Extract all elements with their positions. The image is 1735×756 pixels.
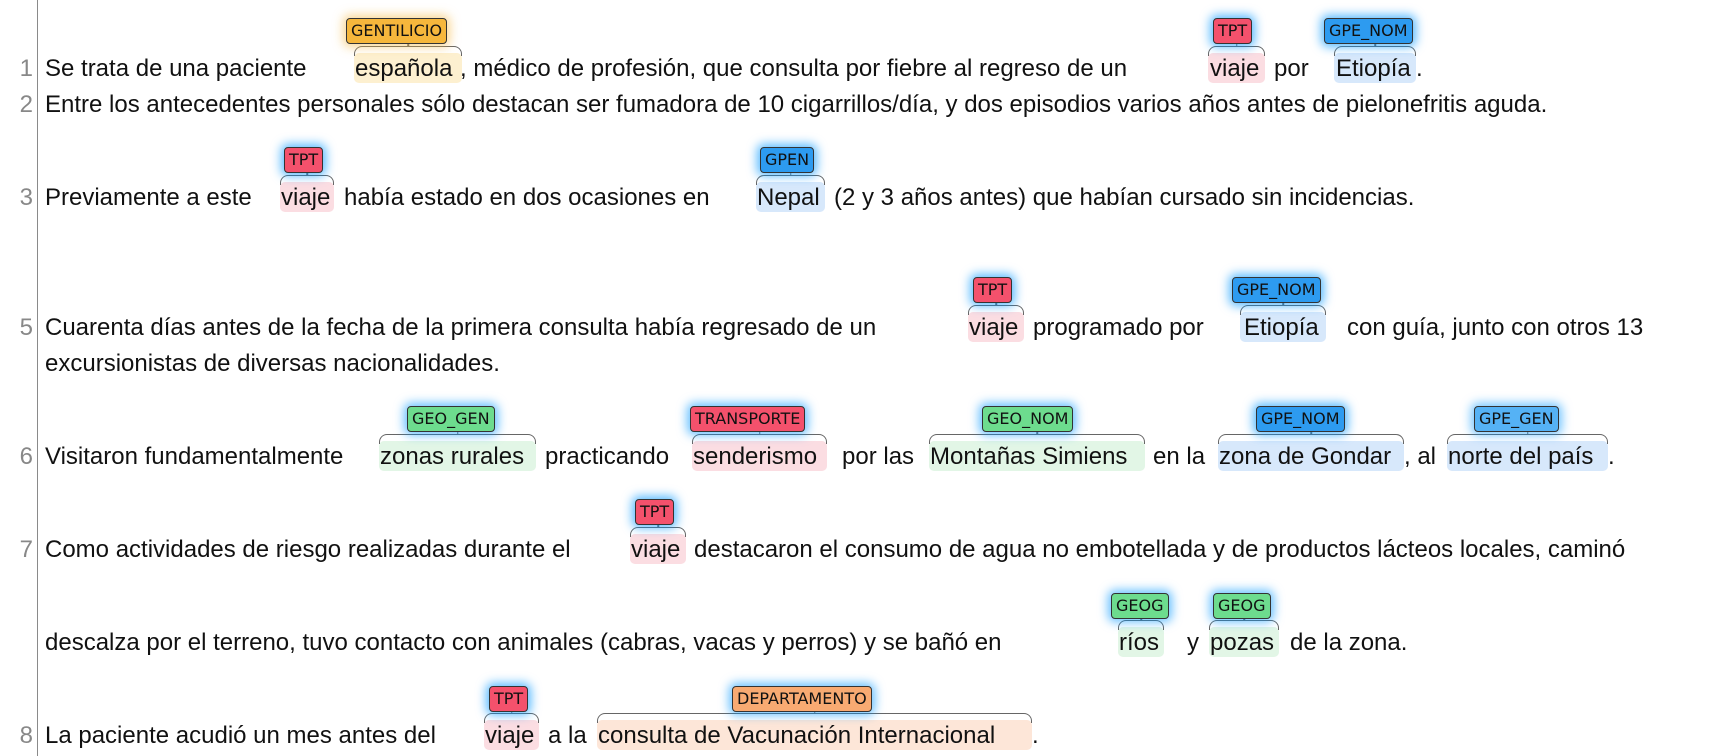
text-segment: . bbox=[1032, 722, 1039, 749]
line-number-6: 6 bbox=[19, 443, 33, 470]
label-geo-nom[interactable]: GEO_NOM bbox=[982, 406, 1073, 432]
text-segment: (2 y 3 años antes) que habían cursado sin incidencias. bbox=[834, 184, 1415, 211]
line-number-5: 5 bbox=[19, 314, 33, 341]
label-transporte[interactable]: TRANSPORTE bbox=[690, 406, 805, 432]
text-segment: Cuarenta días antes de la fecha de la primera consulta había regresado de un bbox=[45, 314, 877, 341]
entity-text: Montañas Simiens bbox=[930, 443, 1128, 470]
label-gpe-nom[interactable]: GPE_NOM bbox=[1324, 18, 1413, 44]
label-gpe-nom[interactable]: GPE_NOM bbox=[1232, 277, 1321, 303]
text-segment: practicando bbox=[545, 443, 670, 470]
text-segment: Previamente a este bbox=[45, 184, 252, 211]
label-gpe-gen[interactable]: GPE_GEN bbox=[1474, 406, 1559, 432]
line-number-3: 3 bbox=[19, 184, 33, 211]
entity-text: norte del país bbox=[1448, 443, 1594, 470]
label-geog[interactable]: GEOG bbox=[1213, 593, 1271, 619]
text-segment: y bbox=[1187, 629, 1199, 656]
text-segment: por las bbox=[842, 443, 915, 470]
label-tpt[interactable]: TPT bbox=[1213, 18, 1252, 44]
line-number-2: 2 bbox=[19, 91, 33, 118]
label-tpt[interactable]: TPT bbox=[284, 147, 323, 173]
text-segment: , médico de profesión, que consulta por fiebre al regreso de un bbox=[460, 55, 1128, 82]
entity-text: viaje bbox=[281, 184, 331, 211]
text-segment: con guía, junto con otros 13 bbox=[1347, 314, 1644, 341]
text-segment: en la bbox=[1153, 443, 1206, 470]
text-segment: Entre los antecedentes personales sólo destacan ser fumadora de 10 cigarrillos/día, y dos episodios varios años antes de pielonefritis aguda. bbox=[45, 91, 1548, 118]
label-geog[interactable]: GEOG bbox=[1111, 593, 1169, 619]
text-segment: de la zona. bbox=[1290, 629, 1408, 656]
text-segment: programado por bbox=[1033, 314, 1204, 341]
text-segment: . bbox=[1416, 55, 1423, 82]
text-segment: Visitaron fundamentalmente bbox=[45, 443, 344, 470]
gutter-divider bbox=[37, 0, 38, 756]
text-segment: había estado en dos ocasiones en bbox=[344, 184, 710, 211]
text-segment: Como actividades de riesgo realizadas durante el bbox=[45, 536, 571, 563]
entity-text: zona de Gondar bbox=[1219, 443, 1392, 470]
entity-text: española bbox=[355, 55, 453, 82]
entity-text: consulta de Vacunación Internacional bbox=[598, 722, 996, 749]
line-number-1: 1 bbox=[19, 55, 33, 82]
text-segment: . bbox=[1608, 443, 1615, 470]
entity-text: ríos bbox=[1119, 629, 1160, 656]
entity-text: viaje bbox=[631, 536, 681, 563]
label-departamento[interactable]: DEPARTAMENTO bbox=[732, 686, 872, 712]
entity-text: Etiopía bbox=[1244, 314, 1319, 341]
label-gpen[interactable]: GPEN bbox=[760, 147, 814, 173]
label-tpt[interactable]: TPT bbox=[973, 277, 1012, 303]
text-segment: descalza por el terreno, tuvo contacto con animales (cabras, vacas y perros) y se bañó en bbox=[45, 629, 1002, 656]
label-geo-gen[interactable]: GEO_GEN bbox=[407, 406, 495, 432]
text-segment: destacaron el consumo de agua no embotellada y de productos lácteos locales, caminó bbox=[694, 536, 1626, 563]
entity-text: viaje bbox=[1210, 55, 1260, 82]
text-segment: excursionistas de diversas nacionalidades. bbox=[45, 350, 500, 377]
text-segment: , al bbox=[1404, 443, 1437, 470]
label-tpt[interactable]: TPT bbox=[635, 499, 674, 525]
entity-text: senderismo bbox=[693, 443, 818, 470]
entity-text: Etiopía bbox=[1336, 55, 1411, 82]
entity-text: viaje bbox=[969, 314, 1019, 341]
line-number-8: 8 bbox=[19, 722, 33, 749]
text-segment: Se trata de una paciente bbox=[45, 55, 307, 82]
entity-text: viaje bbox=[485, 722, 535, 749]
label-gpe-nom[interactable]: GPE_NOM bbox=[1256, 406, 1345, 432]
text-segment: por bbox=[1274, 55, 1309, 82]
entity-text: zonas rurales bbox=[380, 443, 525, 470]
label-gentilicio[interactable]: GENTILICIO bbox=[346, 18, 447, 44]
text-segment: a la bbox=[548, 722, 587, 749]
entity-text: Nepal bbox=[757, 184, 820, 211]
label-tpt[interactable]: TPT bbox=[489, 686, 528, 712]
text-segment: La paciente acudió un mes antes del bbox=[45, 722, 436, 749]
line-number-7: 7 bbox=[19, 536, 33, 563]
entity-text: pozas bbox=[1210, 629, 1275, 656]
